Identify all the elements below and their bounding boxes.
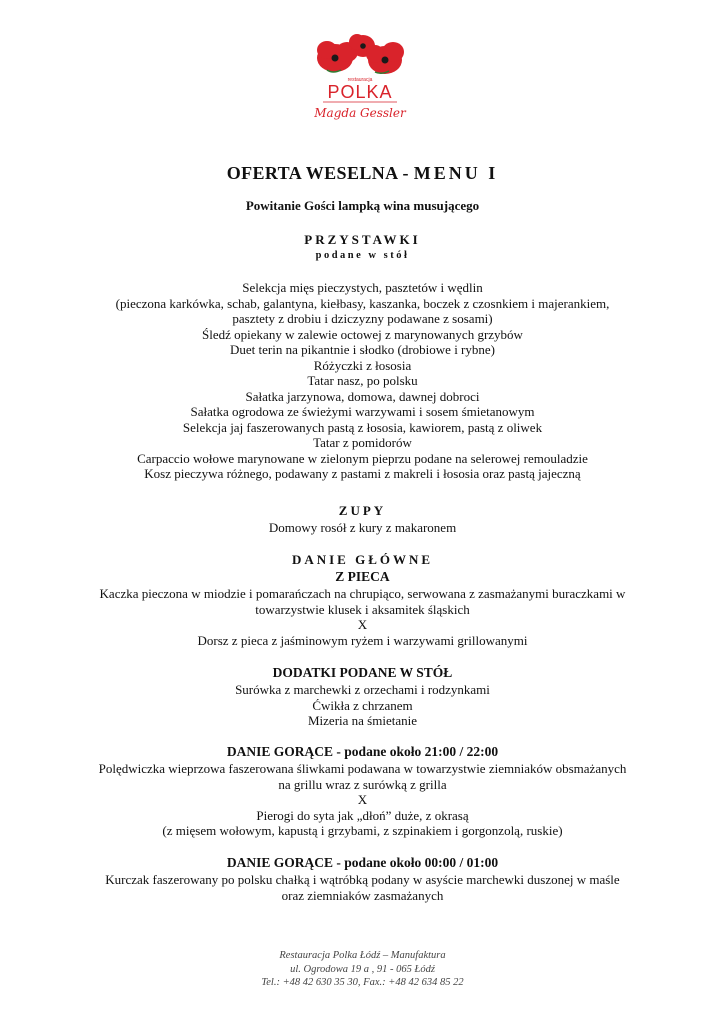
list-item: Tatar z pomidorów (313, 435, 412, 450)
list-item: Kaczka pieczona w miodzie i pomarańczach na chrupiąco, serwowana z zasmażanymi buraczkami w (99, 586, 626, 601)
list-item: Carpaccio wołowe marynowane w zielonym pieprzu podane na selerowej remouladzie (137, 450, 588, 466)
list-item: Polędwiczka wieprzowa faszerowana śliwkami podawana w towarzystwie ziemniaków obsmażanych (98, 761, 627, 776)
list-item: Różyczki z łososia (313, 357, 412, 373)
footer (0, 949, 725, 990)
section-gorace-2-header: DANIE GORĄCE - podane około 00:00 / 01:00 (226, 855, 499, 870)
section-gorace-1-header: DANIE GORĄCE - podane około 21:00 / 22:00 (226, 744, 499, 759)
section-przystawki-header: PRZYSTAWKI (304, 232, 421, 247)
logo-small-text: restauracja (347, 77, 373, 83)
list-item: Selekcja jaj faszerowanych pastą z łososia, kawiorem, pastą z oliwek (182, 419, 543, 435)
list-item: (z mięsem wołowym, kapustą i grzybami, z szpinakiem i gorgonzolą, ruskie) (162, 823, 563, 838)
gorace-2-list (0, 872, 725, 903)
list-item: Duet terin na pikantnie i słodko (drobiowe i rybne) (230, 342, 495, 357)
list-item: Sałatka ogrodowa ze świeżymi warzywami i sosem śmietanowym (190, 404, 535, 419)
list-item: (pieczona karkówka, schab, galantyna, kiełbasy, kaszanka, boczek z czosnkiem i majerankiem, (115, 295, 610, 311)
greeting: Powitanie Gości lampką wina musującego (245, 198, 480, 213)
section-z-pieca-sub: Z PIECA (335, 569, 390, 584)
list-item: Ćwikła z chrzanem (312, 697, 413, 713)
section-danie-glowne-header: DANIE GŁÓWNE (291, 552, 434, 567)
zupy-list (0, 520, 725, 536)
list-item: pasztety z drobiu i dziczyzny podawane z sosami) (232, 311, 493, 326)
list-item: Selekcja mięs pieczystych, pasztetów i wędlin (242, 280, 483, 295)
list-item: X (357, 617, 368, 632)
list-item: Dorsz z pieca z jaśminowym ryżem i warzywami grillowanymi (197, 632, 528, 648)
list-item: Surówka z marchewki z orzechami i rodzynkami (235, 682, 490, 697)
list-item: Kurczak faszerowany po polsku chałką i wątróbką podany w asyście marchewki duszonej w maśle (105, 872, 620, 887)
section-przystawki-sub: podane w stół (315, 250, 410, 261)
section-dodatki-header: DODATKI PODANE W STÓŁ (272, 665, 453, 680)
footer-address: ul. Ogrodowa 19 a , 91 - 065 Łódź (290, 963, 435, 975)
list-item: Sałatka jarzynowa, domowa, dawnej dobroci (245, 388, 480, 404)
logo-signature: Magda Gessler (314, 106, 406, 120)
poppy-logo-icon (305, 30, 415, 130)
logo-brand-text: POLKA (327, 82, 393, 102)
footer-contact: Tel.: +48 42 630 35 30, Fax.: +48 42 634 85 22 (261, 977, 464, 988)
list-item: oraz ziemniaków zasmażanych (281, 887, 444, 903)
list-item: Mizeria na śmietanie (307, 713, 417, 728)
list-item: Kosz pieczywa różnego, podawany z pastami z makreli i łososia oraz pastą jajeczną (144, 466, 581, 481)
section-zupy-header: ZUPY (338, 503, 387, 518)
danie-glowne-list (0, 586, 725, 648)
list-item: towarzystwie klusek i aksamitek śląskich (255, 601, 470, 617)
restaurant-logo (305, 30, 415, 130)
list-item: Tatar nasz, po polsku (307, 373, 418, 388)
list-item: Domowy rosół z kury z makaronem (268, 520, 457, 535)
list-item: Pierogi do syta jak „dłoń” duże, z okrasą (256, 807, 469, 823)
przystawki-list (0, 280, 725, 482)
title-main: OFERTA WESELNA - (226, 163, 414, 183)
title-menu: MENU I (413, 163, 499, 183)
gorace-1-list (0, 761, 725, 839)
page-title (0, 163, 725, 184)
list-item: na grillu wraz z surówką z grilla (278, 776, 447, 792)
footer-restaurant: Restauracja Polka Łódź – Manufaktura (279, 950, 446, 961)
list-item: Śledź opiekany w zalewie octowej z marynowanych grzybów (202, 326, 523, 342)
list-item: X (357, 792, 368, 807)
dodatki-list (0, 682, 725, 729)
